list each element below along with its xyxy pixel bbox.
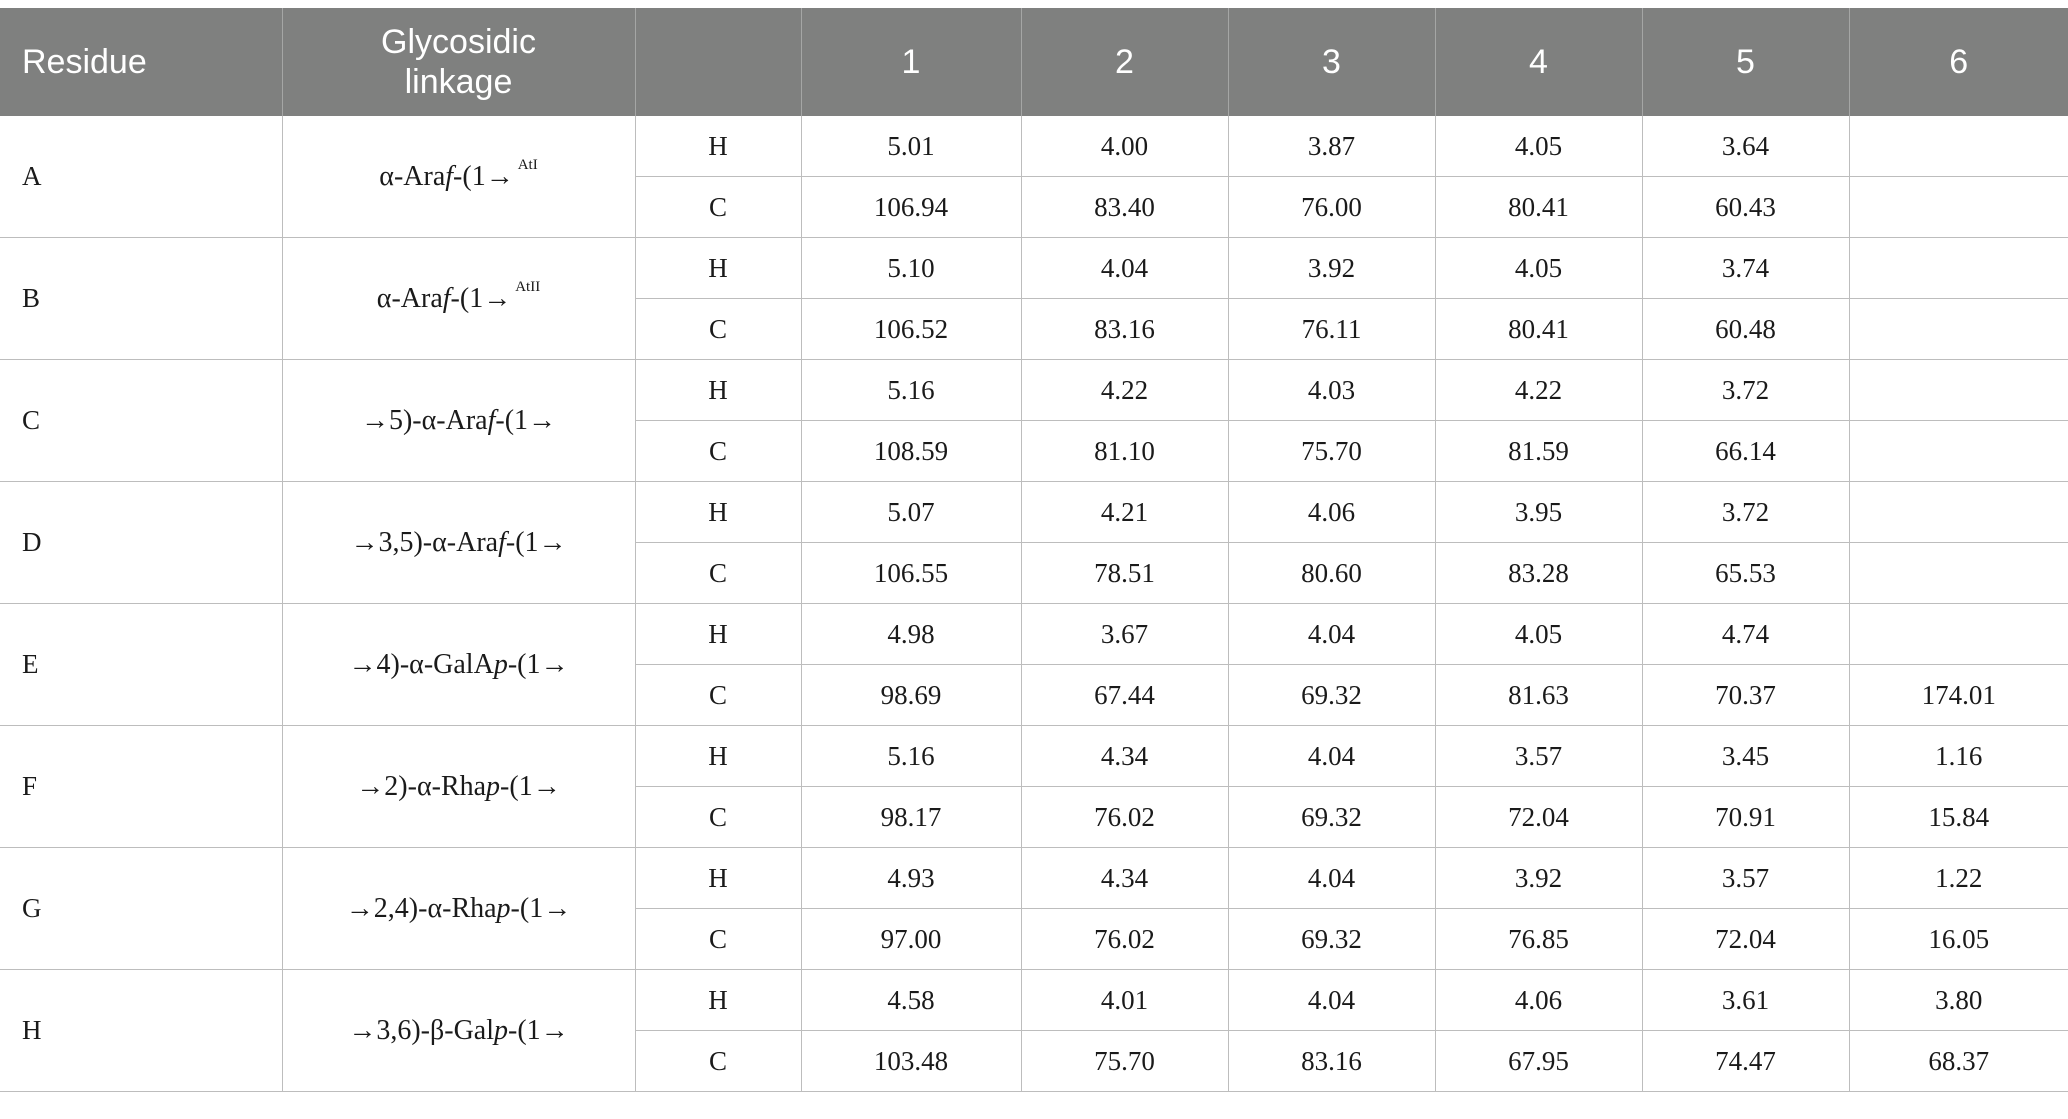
shift-value-cell: 3.95 [1435, 482, 1642, 543]
shift-value-cell: 70.37 [1642, 665, 1849, 726]
shift-value-cell: 75.70 [1228, 421, 1435, 482]
shift-value-cell: 3.57 [1435, 726, 1642, 787]
shift-value-cell: 81.63 [1435, 665, 1642, 726]
residue-cell: C [0, 360, 282, 482]
linkage-superscript: AtII [515, 278, 541, 295]
shift-value-cell: 4.06 [1228, 482, 1435, 543]
linkage-prefix: →2,4)-α-Rha [345, 892, 497, 924]
linkage-ring-form: p [486, 770, 501, 802]
linkage-ring-form: f [445, 160, 454, 192]
shift-value-cell: 3.87 [1228, 116, 1435, 177]
nmr-chemical-shift-table [0, 8, 2068, 1092]
shift-value-cell: 76.02 [1021, 909, 1228, 970]
shift-value-cell: 74.47 [1642, 1031, 1849, 1092]
shift-value-cell: 4.93 [801, 848, 1021, 909]
shift-value-cell: 3.64 [1642, 116, 1849, 177]
shift-value-cell: 4.21 [1021, 482, 1228, 543]
shift-value-cell: 3.67 [1021, 604, 1228, 665]
atom-type-cell: C [635, 909, 801, 970]
linkage-suffix: -(1→ [500, 770, 561, 802]
linkage-prefix: →3,6)-β-Gal [348, 1014, 494, 1046]
linkage-prefix: →4)-α-GalA [348, 648, 494, 680]
table-row [0, 848, 2068, 909]
shift-value-cell: 4.00 [1021, 116, 1228, 177]
shift-value-cell: 83.28 [1435, 543, 1642, 604]
table-row [0, 360, 2068, 421]
shift-value-cell: 81.10 [1021, 421, 1228, 482]
shift-value-cell: 3.80 [1849, 970, 2068, 1031]
atom-type-cell: H [635, 116, 801, 177]
shift-value-cell: 3.72 [1642, 482, 1849, 543]
shift-value-cell: 4.04 [1228, 970, 1435, 1031]
shift-value-cell: 98.17 [801, 787, 1021, 848]
glycosidic-linkage-cell [282, 726, 635, 848]
shift-value-cell [1849, 238, 2068, 299]
linkage-prefix: →3,5)-α-Ara [350, 526, 499, 558]
shift-value-cell: 4.05 [1435, 604, 1642, 665]
shift-value-cell: 103.48 [801, 1031, 1021, 1092]
linkage-ring-form: p [494, 1014, 508, 1046]
shift-value-cell: 3.45 [1642, 726, 1849, 787]
shift-value-cell: 60.48 [1642, 299, 1849, 360]
shift-value-cell: 5.16 [801, 726, 1021, 787]
table-header [0, 8, 2068, 116]
shift-value-cell: 3.57 [1642, 848, 1849, 909]
atom-type-cell: H [635, 848, 801, 909]
linkage-ring-form: f [498, 526, 506, 558]
shift-value-cell: 4.04 [1228, 726, 1435, 787]
shift-value-cell [1849, 116, 2068, 177]
header-col-5: 5 [1642, 8, 1849, 116]
shift-value-cell [1849, 482, 2068, 543]
shift-value-cell: 4.34 [1021, 848, 1228, 909]
shift-value-cell [1849, 177, 2068, 238]
residue-cell: G [0, 848, 282, 970]
linkage-suffix: -(1→ [510, 892, 572, 924]
shift-value-cell: 60.43 [1642, 177, 1849, 238]
atom-type-cell: C [635, 787, 801, 848]
shift-value-cell: 1.16 [1849, 726, 2068, 787]
shift-value-cell: 4.01 [1021, 970, 1228, 1031]
shift-value-cell: 106.94 [801, 177, 1021, 238]
residue-cell: F [0, 726, 282, 848]
header-glycosidic-linkage [282, 8, 635, 116]
header-col-2: 2 [1021, 8, 1228, 116]
shift-value-cell: 4.04 [1021, 238, 1228, 299]
shift-value-cell: 106.52 [801, 299, 1021, 360]
shift-value-cell: 4.98 [801, 604, 1021, 665]
glycosidic-linkage-cell [282, 482, 635, 604]
linkage-superscript: AtI [517, 156, 538, 173]
shift-value-cell: 4.22 [1435, 360, 1642, 421]
shift-value-cell: 5.16 [801, 360, 1021, 421]
residue-cell: B [0, 238, 282, 360]
linkage-ring-form: p [493, 648, 508, 680]
shift-value-cell [1849, 604, 2068, 665]
shift-value-cell: 83.40 [1021, 177, 1228, 238]
shift-value-cell: 3.72 [1642, 360, 1849, 421]
shift-value-cell: 72.04 [1435, 787, 1642, 848]
atom-type-cell: H [635, 970, 801, 1031]
shift-value-cell: 78.51 [1021, 543, 1228, 604]
linkage-prefix: α-Ara [379, 160, 446, 192]
header-linkage-line2: linkage [404, 63, 513, 101]
shift-value-cell: 75.70 [1021, 1031, 1228, 1092]
glycosidic-linkage-cell [282, 238, 635, 360]
shift-value-cell: 76.85 [1435, 909, 1642, 970]
table-row [0, 238, 2068, 299]
glycosidic-linkage-cell [282, 360, 635, 482]
glycosidic-linkage-cell [282, 604, 635, 726]
shift-value-cell: 4.05 [1435, 116, 1642, 177]
shift-value-cell: 76.00 [1228, 177, 1435, 238]
header-row [0, 8, 2068, 116]
shift-value-cell: 5.10 [801, 238, 1021, 299]
shift-value-cell: 67.95 [1435, 1031, 1642, 1092]
linkage-ring-form: f [442, 282, 451, 314]
residue-cell: A [0, 116, 282, 238]
shift-value-cell: 108.59 [801, 421, 1021, 482]
shift-value-cell: 4.74 [1642, 604, 1849, 665]
header-col-1: 1 [801, 8, 1021, 116]
table-row [0, 726, 2068, 787]
header-residue: Residue [0, 8, 282, 116]
shift-value-cell: 97.00 [801, 909, 1021, 970]
shift-value-cell: 65.53 [1642, 543, 1849, 604]
shift-value-cell: 4.22 [1021, 360, 1228, 421]
linkage-prefix: α-Ara [376, 282, 443, 314]
linkage-ring-form: f [487, 404, 496, 436]
table-row [0, 482, 2068, 543]
table-row [0, 116, 2068, 177]
linkage-suffix: -(1→ [507, 648, 569, 680]
shift-value-cell: 72.04 [1642, 909, 1849, 970]
atom-type-cell: H [635, 238, 801, 299]
nmr-table-container [0, 8, 2068, 1092]
shift-value-cell: 5.07 [801, 482, 1021, 543]
atom-type-cell: C [635, 665, 801, 726]
residue-cell: E [0, 604, 282, 726]
shift-value-cell: 5.01 [801, 116, 1021, 177]
atom-type-cell: C [635, 543, 801, 604]
linkage-prefix: →5)-α-Ara [360, 404, 488, 436]
shift-value-cell: 4.04 [1228, 604, 1435, 665]
shift-value-cell: 4.58 [801, 970, 1021, 1031]
shift-value-cell: 3.74 [1642, 238, 1849, 299]
header-col-6: 6 [1849, 8, 2068, 116]
linkage-suffix: -(1→ [450, 282, 512, 314]
glycosidic-linkage-cell [282, 970, 635, 1092]
linkage-suffix: -(1→ [495, 404, 557, 436]
atom-type-cell: C [635, 299, 801, 360]
shift-value-cell: 98.69 [801, 665, 1021, 726]
shift-value-cell: 3.92 [1228, 238, 1435, 299]
shift-value-cell: 81.59 [1435, 421, 1642, 482]
header-linkage-line1: Glycosidic [381, 23, 536, 61]
shift-value-cell: 66.14 [1642, 421, 1849, 482]
glycosidic-linkage-cell [282, 116, 635, 238]
shift-value-cell: 69.32 [1228, 665, 1435, 726]
shift-value-cell: 3.92 [1435, 848, 1642, 909]
shift-value-cell: 15.84 [1849, 787, 2068, 848]
shift-value-cell: 80.41 [1435, 299, 1642, 360]
linkage-suffix: -(1→ [505, 526, 567, 558]
header-atom-type [635, 8, 801, 116]
shift-value-cell: 1.22 [1849, 848, 2068, 909]
table-row [0, 604, 2068, 665]
shift-value-cell: 16.05 [1849, 909, 2068, 970]
shift-value-cell [1849, 543, 2068, 604]
header-col-3: 3 [1228, 8, 1435, 116]
shift-value-cell: 3.61 [1642, 970, 1849, 1031]
atom-type-cell: C [635, 1031, 801, 1092]
shift-value-cell: 83.16 [1228, 1031, 1435, 1092]
atom-type-cell: C [635, 177, 801, 238]
shift-value-cell: 69.32 [1228, 909, 1435, 970]
shift-value-cell [1849, 360, 2068, 421]
table-row [0, 970, 2068, 1031]
shift-value-cell: 4.06 [1435, 970, 1642, 1031]
shift-value-cell: 76.11 [1228, 299, 1435, 360]
shift-value-cell: 4.03 [1228, 360, 1435, 421]
shift-value-cell [1849, 421, 2068, 482]
shift-value-cell: 68.37 [1849, 1031, 2068, 1092]
linkage-ring-form: p [496, 892, 511, 924]
linkage-suffix: -(1→ [508, 1014, 569, 1046]
shift-value-cell: 70.91 [1642, 787, 1849, 848]
shift-value-cell [1849, 299, 2068, 360]
atom-type-cell: H [635, 360, 801, 421]
table-body [0, 116, 2068, 1092]
shift-value-cell: 106.55 [801, 543, 1021, 604]
shift-value-cell: 76.02 [1021, 787, 1228, 848]
header-col-4: 4 [1435, 8, 1642, 116]
linkage-suffix: -(1→ [453, 160, 514, 192]
shift-value-cell: 4.34 [1021, 726, 1228, 787]
shift-value-cell: 80.60 [1228, 543, 1435, 604]
residue-cell: D [0, 482, 282, 604]
shift-value-cell: 174.01 [1849, 665, 2068, 726]
shift-value-cell: 80.41 [1435, 177, 1642, 238]
residue-cell: H [0, 970, 282, 1092]
shift-value-cell: 4.04 [1228, 848, 1435, 909]
shift-value-cell: 83.16 [1021, 299, 1228, 360]
atom-type-cell: C [635, 421, 801, 482]
glycosidic-linkage-cell [282, 848, 635, 970]
atom-type-cell: H [635, 482, 801, 543]
atom-type-cell: H [635, 726, 801, 787]
shift-value-cell: 4.05 [1435, 238, 1642, 299]
atom-type-cell: H [635, 604, 801, 665]
shift-value-cell: 69.32 [1228, 787, 1435, 848]
linkage-prefix: →2)-α-Rha [356, 770, 487, 802]
shift-value-cell: 67.44 [1021, 665, 1228, 726]
